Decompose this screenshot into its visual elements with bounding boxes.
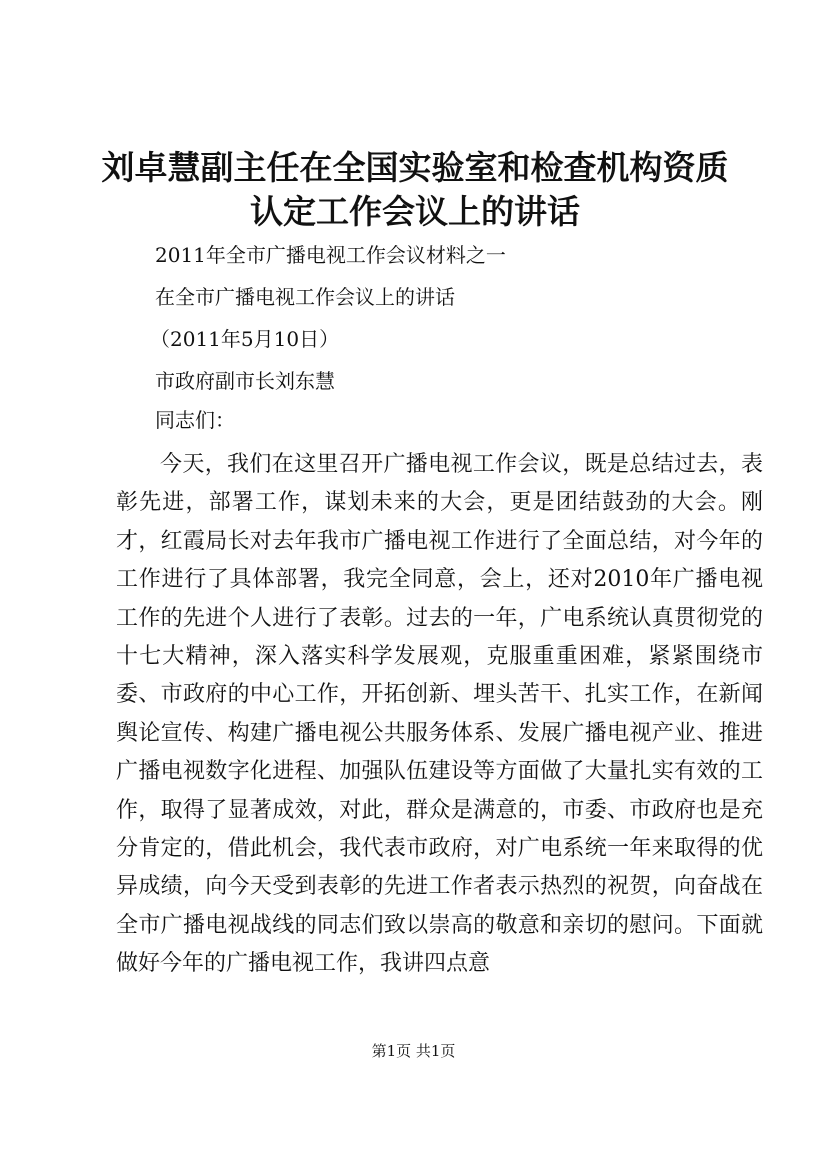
page-footer: 第1页 共1页 [371, 1042, 456, 1060]
speech-body-paragraph: 今天，我们在这里召开广播电视工作会议，既是总结过去，表彰先进，部署工作，谋划未来的大会，更是团结鼓劲的大会。刚才，红霞局长对去年我市广播电视工作进行了全面总结，对今年的工作进行了具体部署，我完全同意，会上，还对2010年广播电视工作的先进个人进行了表彰。过去的一年，广电系统认真贯彻党的十七大精神，深入落实科学发展观，克服重重困难，紧紧围绕市委、市政府的中心工作，开拓创新、埋头苦干、扎实工作，在新闻舆论宣传、构建广播电视公共服务体系、发展广播电视产业、推进广播电视数字化进程、加强队伍建设等方面做了大量扎实有效的工作，取得了显著成效，对此，群众是满意的，市委、市政府也是充分肯定的，借此机会，我代表市政府，对广电系统一年来取得的优异成绩，向今天受到表彰的先进工作者表示热烈的祝贺，向奋战在全市广播电视战线的同志们致以崇高的敬意和亲切的慰问。下面就做好今年的广播电视工作，我讲四点意 [116, 452, 763, 977]
document-title: 刘卓慧副主任在全国实验室和检查机构资质认定工作会议上的讲话 [101, 148, 729, 231]
meta-line-date: （2011年5月10日） [150, 327, 340, 351]
meta-line-conference: 2011年全市广播电视工作会议材料之一 [155, 243, 506, 267]
meta-line-speaker: 市政府副市长刘东慧 [155, 369, 335, 393]
meta-line-salutation: 同志们： [155, 408, 235, 432]
meta-line-speech-title: 在全市广播电视工作会议上的讲话 [155, 285, 455, 309]
